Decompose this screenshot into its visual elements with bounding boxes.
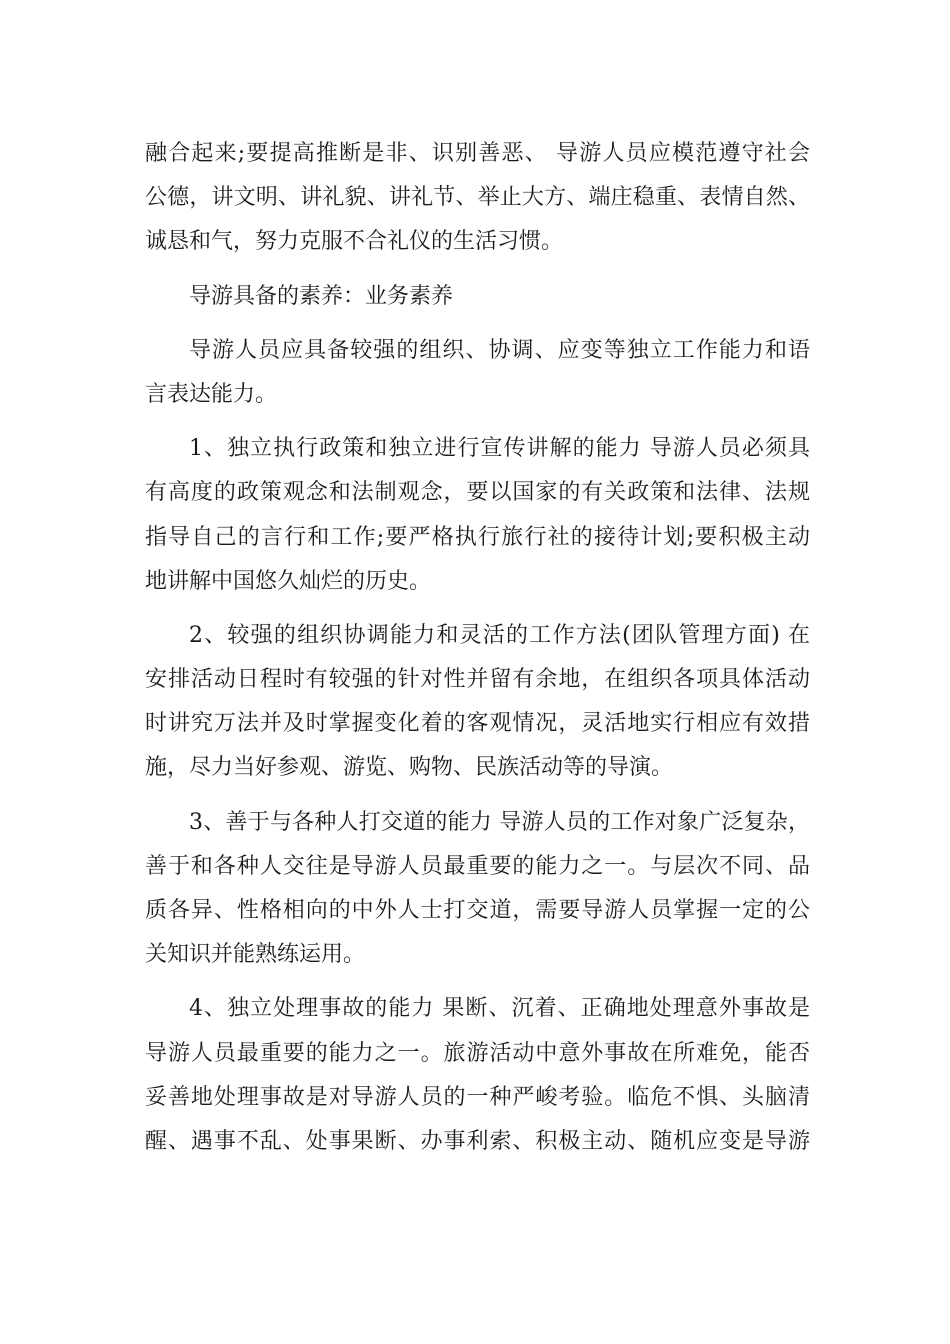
paragraph-etiquette bbox=[145, 132, 810, 265]
text-line: 导游具备的素养：业务素养 bbox=[189, 283, 454, 309]
text-line: 3、善于与各种人打交道的能力 导游人员的工作对象广泛复杂， bbox=[189, 809, 810, 835]
text-line: 质各异、性格相向的中外人士打交道，需要导游人员掌握一定的公 bbox=[145, 898, 810, 923]
text-line: 关知识并能熟练运用。 bbox=[145, 942, 366, 968]
paragraph-item-1 bbox=[145, 427, 810, 604]
text-line: 醒、遇事不乱、处事果断、办事利索、积极主动、随机应变是导游 bbox=[145, 1128, 810, 1154]
text-line: 4、独立处理事故的能力 果断、沉着、正确地处理意外事故是 bbox=[189, 996, 810, 1022]
text-line: 地讲解中国悠久灿烂的历史。 bbox=[145, 568, 432, 594]
text-line: 妥善地处理事故是对导游人员的一种严峻考验。临危不惧、头脑清 bbox=[145, 1084, 810, 1110]
text-line: 安排活动日程时有较强的针对性并留有余地，在组织各项具体活动 bbox=[145, 667, 810, 693]
text-line: 导游人员应具备较强的组织、协调、应变等独立工作能力和语 bbox=[189, 337, 810, 363]
document-body bbox=[145, 132, 810, 1164]
text-line: 指导自己的言行和工作;要严格执行旅行社的接待计划;要积极主动 bbox=[145, 524, 810, 550]
text-line: 善于和各种人交往是导游人员最重要的能力之一。与层次不同、品 bbox=[145, 853, 810, 879]
text-line: 时讲究万法并及时掌握变化着的客观情况，灵活地实行相应有效措 bbox=[145, 711, 810, 737]
text-line: 施，尽力当好参观、游览、购物、民族活动等的导演。 bbox=[145, 755, 674, 781]
paragraph-item-3 bbox=[145, 801, 810, 978]
paragraph-item-4 bbox=[145, 987, 810, 1164]
paragraph-item-2 bbox=[145, 614, 810, 791]
text-line: 诚恳和气，努力克服不合礼仪的生活习惯。 bbox=[145, 229, 564, 255]
paragraph-abilities-intro bbox=[145, 329, 810, 417]
text-line: 1、独立执行政策和独立进行宣传讲解的能力 导游人员必须具 bbox=[189, 436, 810, 462]
text-line: 公德，讲文明、讲礼貌、讲礼节、举止大方、端庄稳重、表情自然、 bbox=[145, 185, 810, 211]
text-line: 言表达能力。 bbox=[145, 381, 278, 407]
section-heading-business-literacy bbox=[145, 275, 810, 319]
text-line: 2、较强的组织协调能力和灵活的工作方法(团队管理方面) 在 bbox=[189, 622, 810, 648]
text-line: 有高度的政策观念和法制观念，要以国家的有关政策和法律、法规 bbox=[145, 480, 810, 506]
text-line: 融合起来;要提高推断是非、识别善恶、 导游人员应模范遵守社会 bbox=[145, 141, 810, 166]
text-line: 导游人员最重要的能力之一。旅游活动中意外事故在所难免，能否 bbox=[145, 1040, 810, 1066]
